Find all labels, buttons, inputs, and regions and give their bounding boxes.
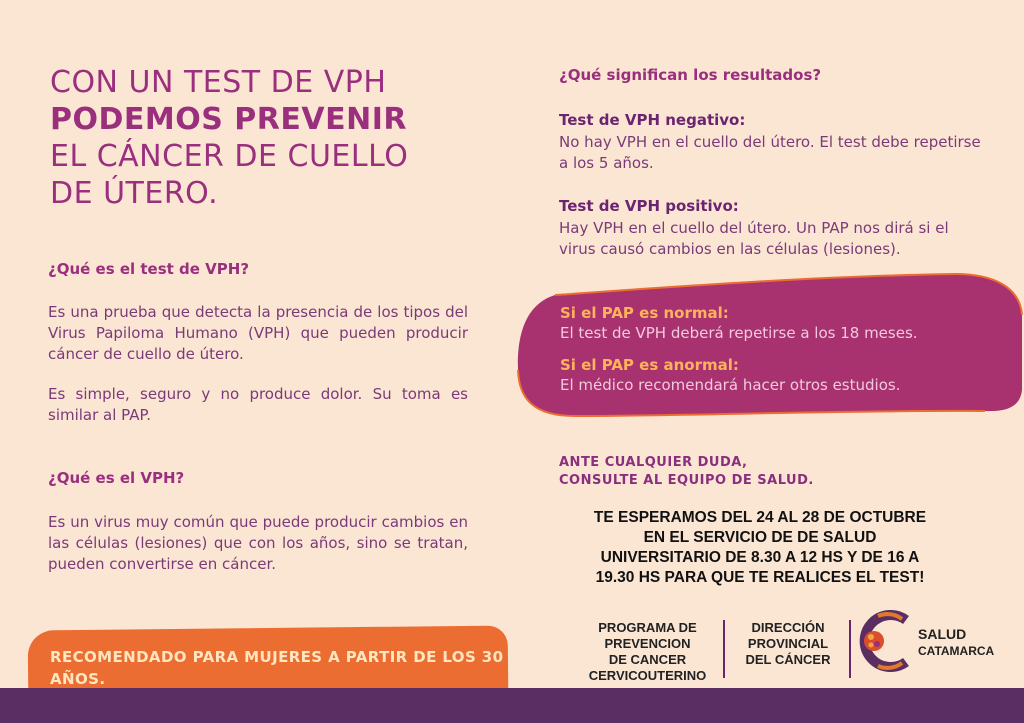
logo-text-salud: SALUD	[918, 626, 967, 642]
program-line-1: PROGRAMA DE	[598, 620, 697, 635]
headline	[50, 64, 480, 212]
headline-line-2: PODEMOS PREVENIR	[50, 102, 407, 137]
program-name	[565, 620, 730, 684]
headline-line-4: DE ÚTERO.	[50, 176, 219, 211]
pap-normal-title: Si el PAP es normal:	[560, 304, 729, 322]
headline-line-3: EL CÁNCER DE CUELLO	[50, 139, 409, 174]
negative-text: No hay VPH en el cuello del útero. El test debe repetirse a los 5 años.	[559, 133, 981, 172]
pap-results-blob	[515, 270, 1024, 420]
schedule-line-3: UNIVERSITARIO DE 8.30 A 12 HS Y DE 16 A	[600, 549, 920, 566]
answer-test-definition: Es una prueba que detecta la presencia de los tipos del Virus Papiloma Humano (VPH) que pueden producir cáncer de cuello de útero.	[48, 303, 468, 363]
pap-abnormal-text: El médico recomendará hacer otros estudios.	[560, 376, 901, 394]
footer-divider	[849, 620, 851, 678]
consult-line-2: CONSULTE AL EQUIPO DE SALUD.	[559, 473, 814, 488]
logo-text-catamarca: CATAMARCA	[918, 644, 995, 658]
schedule-line-1: TE ESPERAMOS DEL 24 AL 28 DE OCTUBRE	[593, 509, 927, 526]
recommend-text: RECOMENDADO PARA MUJERES A PARTIR DE LOS 30 AÑOS.	[50, 648, 504, 688]
headline-line-1: CON UN TEST DE VPH	[50, 65, 387, 100]
footer-divider	[723, 620, 725, 678]
answer-test-simple: Es simple, seguro y no produce dolor. Su toma es similar al PAP.	[48, 385, 468, 424]
direction-name	[732, 620, 844, 668]
question-what-is-vph: ¿Qué es el VPH?	[48, 469, 185, 487]
answer-vph-definition: Es un virus muy común que puede producir cambios en las células (lesiones) que con los años, sino se tratan, pueden convertirse en cáncer.	[48, 513, 468, 573]
salud-catamarca-logo-icon	[858, 610, 914, 672]
direction-line-1: DIRECCIÓN	[751, 620, 825, 635]
consult-line-1: ANTE CUALQUIER DUDA,	[559, 455, 748, 470]
direction-line-2: PROVINCIAL	[747, 636, 829, 651]
schedule-line-2: EN EL SERVICIO DE DE SALUD	[643, 529, 877, 546]
program-line-4: CERVICOUTERINO	[588, 668, 707, 683]
positive-text: Hay VPH en el cuello del útero. Un PAP nos dirá si el virus causó cambios en las células (lesiones).	[559, 219, 949, 258]
bottom-bar	[0, 688, 1024, 723]
pap-normal-text: El test de VPH deberá repetirse a los 18 meses.	[560, 324, 918, 342]
program-line-2: PREVENCION	[604, 636, 691, 651]
schedule-notice	[560, 508, 960, 588]
results-title: ¿Qué significan los resultados?	[559, 66, 822, 84]
negative-title: Test de VPH negativo:	[559, 111, 746, 129]
schedule-line-4: 19.30 HS PARA QUE TE REALICES EL TEST!	[595, 569, 925, 586]
pap-abnormal-title: Si el PAP es anormal:	[560, 356, 739, 374]
direction-line-3: DEL CÁNCER	[745, 652, 831, 667]
positive-title: Test de VPH positivo:	[559, 197, 739, 215]
consult-notice	[559, 454, 814, 490]
program-line-3: DE CANCER	[608, 652, 687, 667]
question-what-is-test: ¿Qué es el test de VPH?	[48, 260, 250, 278]
